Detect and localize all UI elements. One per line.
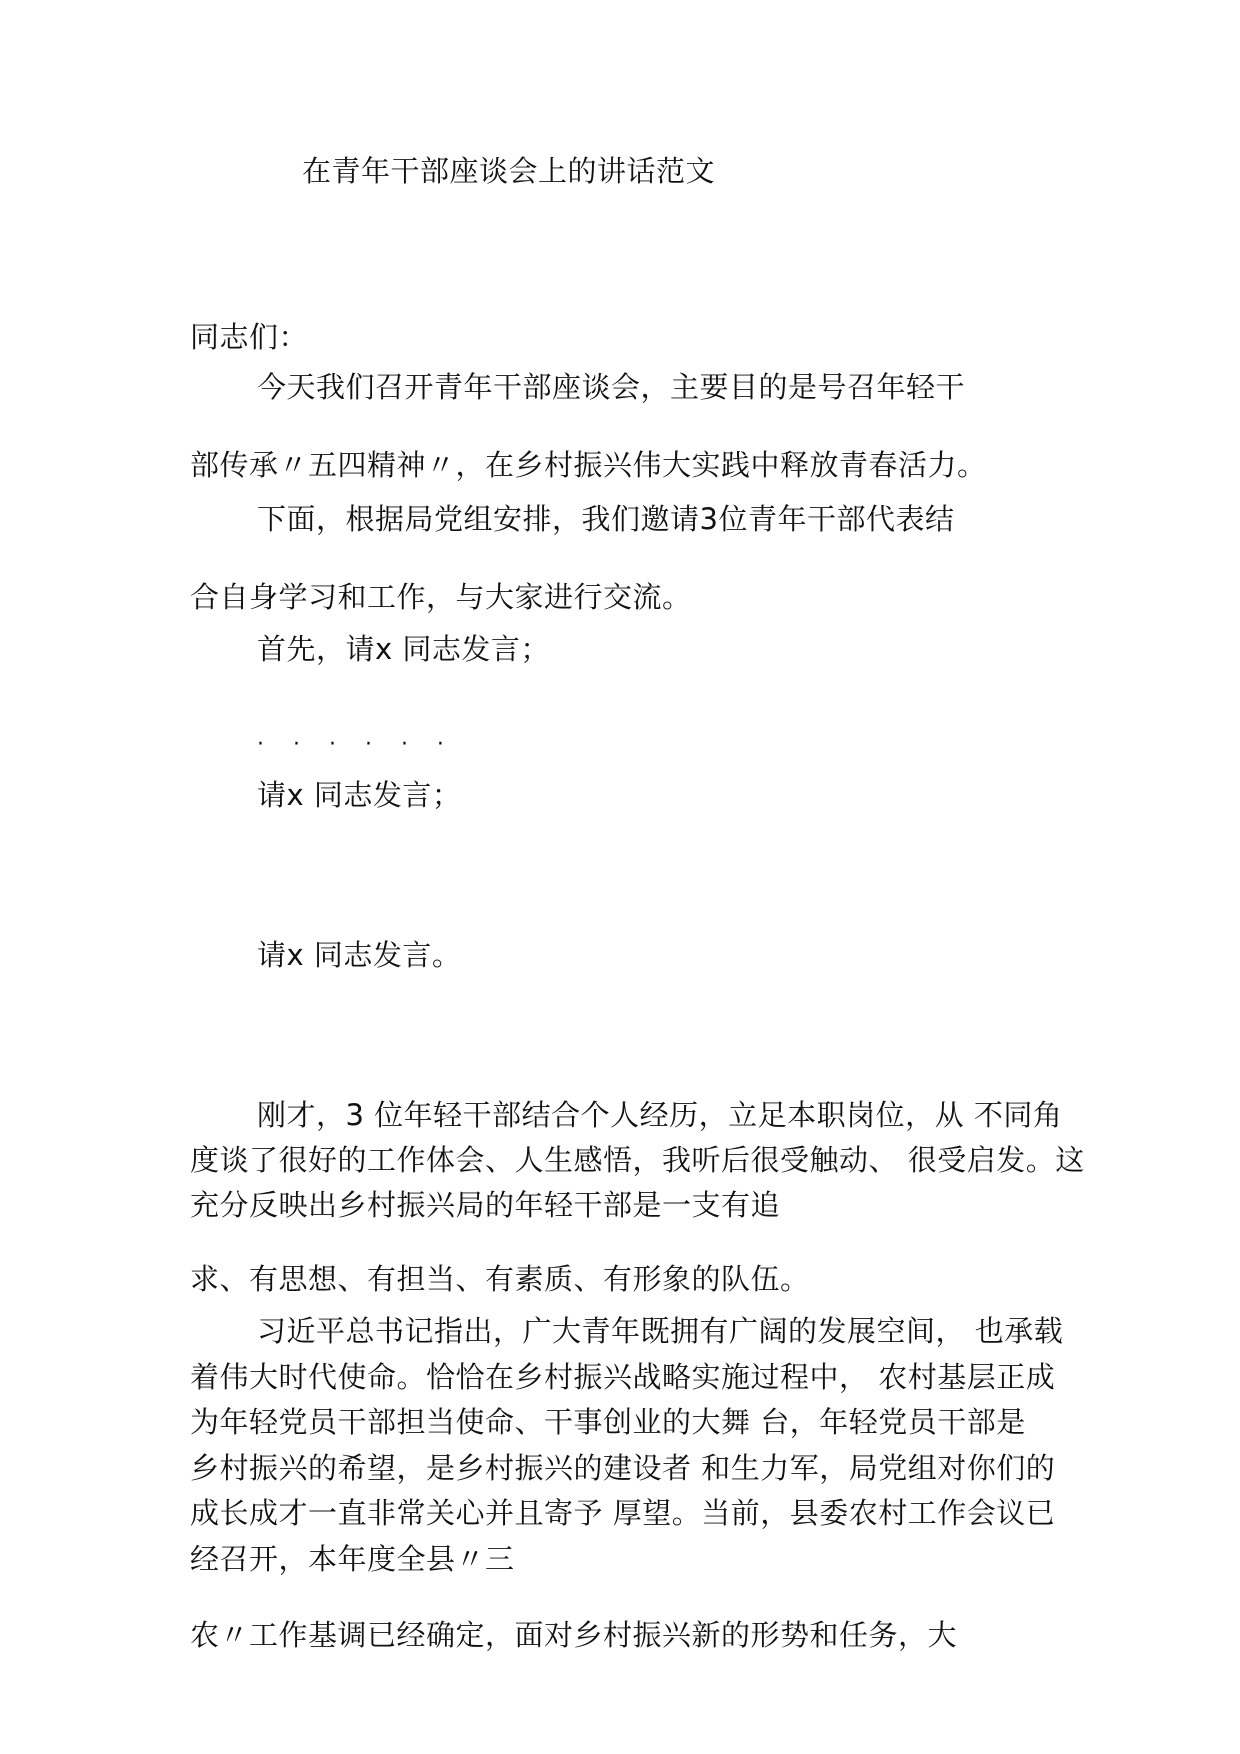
- paragraph-line: 刚才，3 位年轻干部结合个人经历，立足本职岗位，从 不同角: [257, 1098, 1063, 1132]
- speaker-line: 请x 同志发言；: [257, 778, 462, 812]
- paragraph-line: 为年轻党员干部担当使命、干事创业的大舞 台，年轻党员干部是: [190, 1405, 1026, 1439]
- paragraph-line: 着伟大时代使命。恰恰在乡村振兴战略实施过程中， 农村基层正成: [190, 1360, 1056, 1394]
- paragraph-line: 今天我们召开青年干部座谈会，主要目的是号召年轻干: [257, 370, 966, 404]
- paragraph-line: 下面，根据局党组安排，我们邀请3位青年干部代表结: [257, 502, 955, 536]
- paragraph-line: 农〃工作基调已经确定，面对乡村振兴新的形势和任务，大: [190, 1618, 958, 1652]
- paragraph-line: 合自身学习和工作，与大家进行交流。: [190, 580, 692, 614]
- speaker-line: 首先，请x 同志发言；: [257, 632, 550, 666]
- speaker-line: 请x 同志发言。: [257, 938, 462, 972]
- paragraph-line: 充分反映出乡村振兴局的年轻干部是一支有追: [190, 1188, 781, 1222]
- paragraph-line: 求、有思想、有担当、有素质、有形象的队伍。: [190, 1262, 810, 1296]
- paragraph-line: 部传承〃五四精神〃，在乡村振兴伟大实践中释放青春活力。: [190, 448, 987, 482]
- paragraph-line: 习近平总书记指出，广大青年既拥有广阔的发展空间， 也承载: [257, 1314, 1064, 1348]
- paragraph-line: 经召开，本年度全县〃三: [190, 1542, 515, 1576]
- paragraph-line: 度谈了很好的工作体会、人生感悟，我听后很受触动、 很受启发。这: [190, 1143, 1085, 1177]
- ellipsis-dots: · · · · · ·: [257, 732, 455, 757]
- document-title: 在青年干部座谈会上的讲话范文: [302, 154, 716, 188]
- greeting: 同志们：: [190, 320, 309, 354]
- paragraph-line: 成长成才一直非常关心并且寄予 厚望。当前，县委农村工作会议已: [190, 1496, 1056, 1530]
- paragraph-line: 乡村振兴的希望，是乡村振兴的建设者 和生力军，局党组对你们的: [190, 1451, 1056, 1485]
